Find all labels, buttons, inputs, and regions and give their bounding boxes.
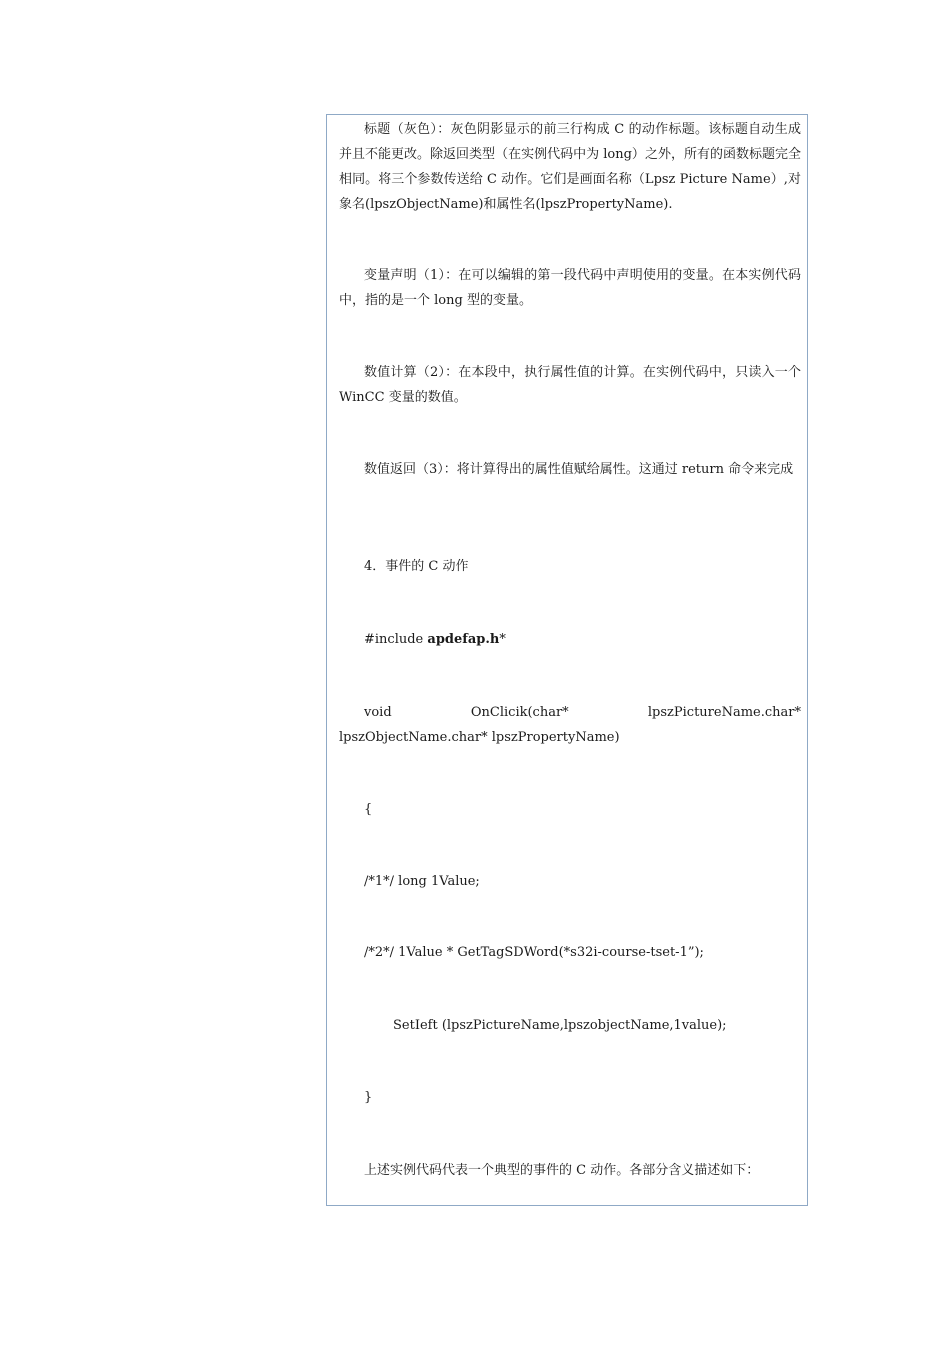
paragraph-value-return: 数值返回（3）：将计算得出的属性值赋给属性。这通过 return 命令来完成 [364,462,794,477]
code-include-prefix: #include [364,632,428,647]
paragraph-title-explanation: 标题（灰色）：灰色阴影显示的前三行构成 C 的动作标题。该标题自动生成并且不能更改。除返回类型（在实例代码中为 long）之外，所有的函数标题完全相同。将三个参数传送给 C 动作。它们是画面名称（Lpsz Picture Name）,对象名(lpszObjectName)和属性名(lpszPropertyName). [339,122,801,212]
paragraph-variable-declaration: 变量声明（1）：在可以编辑的第一段代码中声明使用的变量。在本实例代码中，指的是一个 long 型的变量。 [339,268,801,308]
code-open-brace: { [364,802,373,817]
paragraph-summary: 上述实例代码代表一个典型的事件的 C 动作。各部分含义描述如下： [364,1163,760,1178]
section-heading: 4．事件的 C 动作 [364,559,469,574]
code-line-2: /*2*/ 1Value * GetTagSDWord(*s32i-course-tset-1”); [364,945,704,960]
content-frame [326,114,808,1206]
code-include-file: apdefap.h [427,632,500,647]
code-function-signature: void OnClicik(char* lpszPictureName.char* lpszObjectName.char* lpszPropertyName) [339,705,801,745]
code-include-line [339,627,826,652]
code-include-suffix: * [499,632,506,647]
code-line-1: /*1*/ long 1Value; [364,874,480,889]
paragraph-value-calculation: 数值计算（2）：在本段中，执行属性值的计算。在实例代码中，只读入一个 WinCC 变量的数值。 [339,365,801,405]
code-close-brace: } [364,1090,373,1105]
code-line-3: SetIeft (lpszPictureName,lpszobjectName,1value); [393,1018,727,1033]
